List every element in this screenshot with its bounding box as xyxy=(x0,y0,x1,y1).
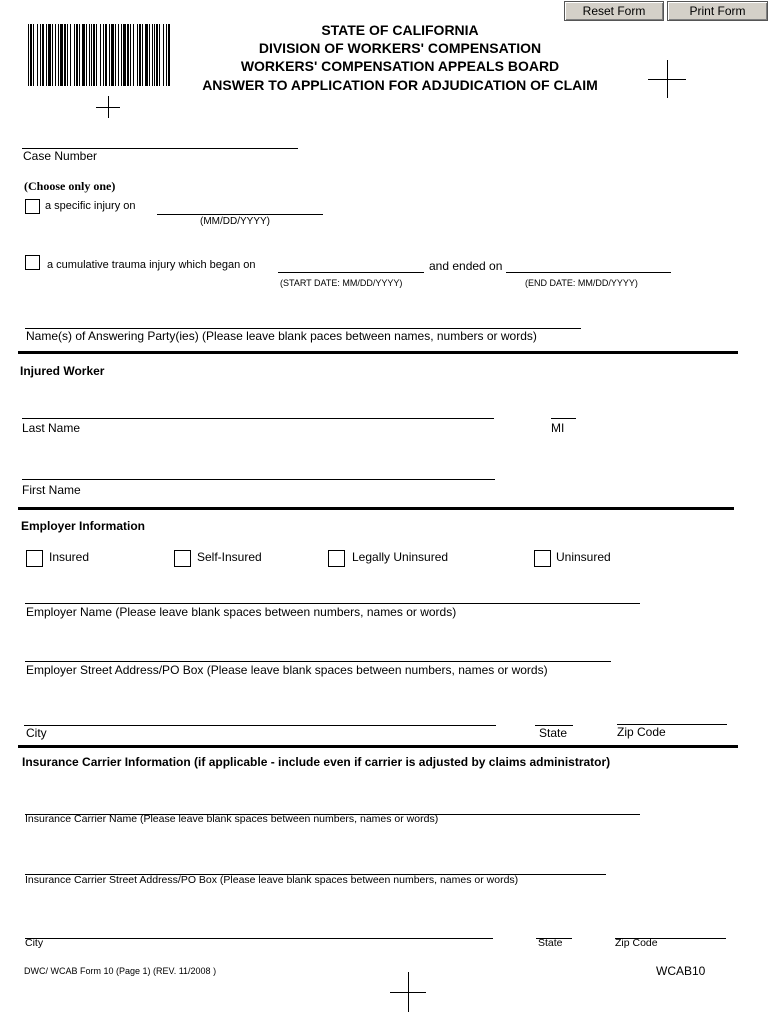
employer-address-label: Employer Street Address/PO Box (Please leave blank spaces between numbers, names or words) xyxy=(26,663,548,677)
header-board: WORKERS' COMPENSATION APPEALS BOARD xyxy=(240,58,560,74)
end-date-hint: (END DATE: MM/DD/YYYY) xyxy=(525,278,638,288)
employer-city-field[interactable] xyxy=(24,709,496,725)
specific-injury-date-field[interactable] xyxy=(157,198,323,214)
mi-line xyxy=(551,418,576,419)
cumulative-start-line xyxy=(278,272,424,273)
mi-field[interactable] xyxy=(551,402,576,418)
cumulative-injury-checkbox[interactable] xyxy=(25,255,40,270)
cumulative-start-date-field[interactable] xyxy=(278,256,424,272)
specific-date-hint: (MM/DD/YYYY) xyxy=(200,216,270,227)
employer-city-label: City xyxy=(26,726,47,740)
choose-one-note: (Choose only one) xyxy=(24,179,116,193)
section-divider xyxy=(18,351,738,354)
last-name-line xyxy=(22,418,494,419)
print-form-button[interactable]: Print Form xyxy=(667,1,768,21)
employer-name-line xyxy=(25,603,640,604)
carrier-zip-field[interactable] xyxy=(615,922,726,938)
injured-worker-title: Injured Worker xyxy=(20,364,105,378)
employer-name-field[interactable] xyxy=(25,587,640,603)
barcode xyxy=(28,24,170,86)
registration-mark-top-right xyxy=(648,60,686,98)
specific-injury-label: a specific injury on xyxy=(45,200,136,212)
uninsured-checkbox[interactable] xyxy=(534,550,551,567)
cumulative-end-date-field[interactable] xyxy=(506,256,671,272)
carrier-city-field[interactable] xyxy=(25,922,493,938)
employer-city-line xyxy=(24,725,496,726)
employer-name-label: Employer Name (Please leave blank spaces between numbers, names or words) xyxy=(26,605,457,619)
legally-uninsured-label: Legally Uninsured xyxy=(352,550,449,564)
employer-state-field[interactable] xyxy=(535,709,573,725)
last-name-label: Last Name xyxy=(22,421,81,435)
form-id-footer: DWC/ WCAB Form 10 (Page 1) (REV. 11/2008 ) xyxy=(24,966,217,976)
cumulative-injury-label: a cumulative trauma injury which began on xyxy=(47,259,256,271)
cumulative-end-line xyxy=(506,272,671,273)
header-form-title: ANSWER TO APPLICATION FOR ADJUDICATION OF CLAIM xyxy=(202,77,598,93)
carrier-state-label: State xyxy=(538,937,563,949)
section-divider xyxy=(18,745,738,748)
reset-form-button[interactable]: Reset Form xyxy=(564,1,664,21)
carrier-info-title: Insurance Carrier Information (if applicable - include even if carrier is adjusted by claims administrator) xyxy=(22,755,611,769)
first-name-line xyxy=(22,479,495,480)
uninsured-label: Uninsured xyxy=(556,550,611,564)
mi-label: MI xyxy=(551,421,565,435)
employer-zip-field[interactable] xyxy=(617,708,727,724)
case-number-field[interactable] xyxy=(22,132,298,148)
carrier-name-label: Insurance Carrier Name (Please leave blank spaces between numbers, names or words) xyxy=(25,813,439,825)
first-name-field[interactable] xyxy=(22,463,495,479)
registration-mark-bottom xyxy=(390,972,426,1012)
carrier-address-field[interactable] xyxy=(25,858,606,874)
carrier-state-field[interactable] xyxy=(536,922,572,938)
case-number-label: Case Number xyxy=(23,149,98,163)
employer-info-title: Employer Information xyxy=(21,519,146,533)
carrier-city-line xyxy=(25,938,493,939)
start-date-hint: (START DATE: MM/DD/YYYY) xyxy=(280,278,403,288)
answering-party-field[interactable] xyxy=(25,312,581,328)
specific-injury-checkbox[interactable] xyxy=(25,199,40,214)
carrier-city-label: City xyxy=(25,937,44,949)
carrier-address-label: Insurance Carrier Street Address/PO Box (Please leave blank spaces between numbers, names or words) xyxy=(25,874,519,886)
carrier-zip-label: Zip Code xyxy=(615,937,658,949)
carrier-name-field[interactable] xyxy=(25,798,640,814)
section-divider xyxy=(18,507,734,510)
first-name-label: First Name xyxy=(22,483,81,497)
self-insured-label: Self-Insured xyxy=(197,550,262,564)
employer-zip-label: Zip Code xyxy=(617,725,666,739)
insured-label: Insured xyxy=(49,550,90,564)
specific-injury-date-line xyxy=(157,214,323,215)
header-state: STATE OF CALIFORNIA xyxy=(321,22,479,38)
header-division: DIVISION OF WORKERS' COMPENSATION xyxy=(258,40,542,56)
legally-uninsured-checkbox[interactable] xyxy=(328,550,345,567)
answering-party-label: Name(s) of Answering Party(ies) (Please leave blank paces between names, numbers or words) xyxy=(26,329,537,343)
employer-state-label: State xyxy=(539,726,568,740)
self-insured-checkbox[interactable] xyxy=(174,550,191,567)
employer-address-line xyxy=(25,661,611,662)
employer-address-field[interactable] xyxy=(25,645,611,661)
last-name-field[interactable] xyxy=(22,402,494,418)
form-code-footer: WCAB10 xyxy=(656,964,706,978)
and-ended-on-label: and ended on xyxy=(429,259,503,273)
registration-mark-top-left xyxy=(96,96,120,118)
insured-checkbox[interactable] xyxy=(26,550,43,567)
